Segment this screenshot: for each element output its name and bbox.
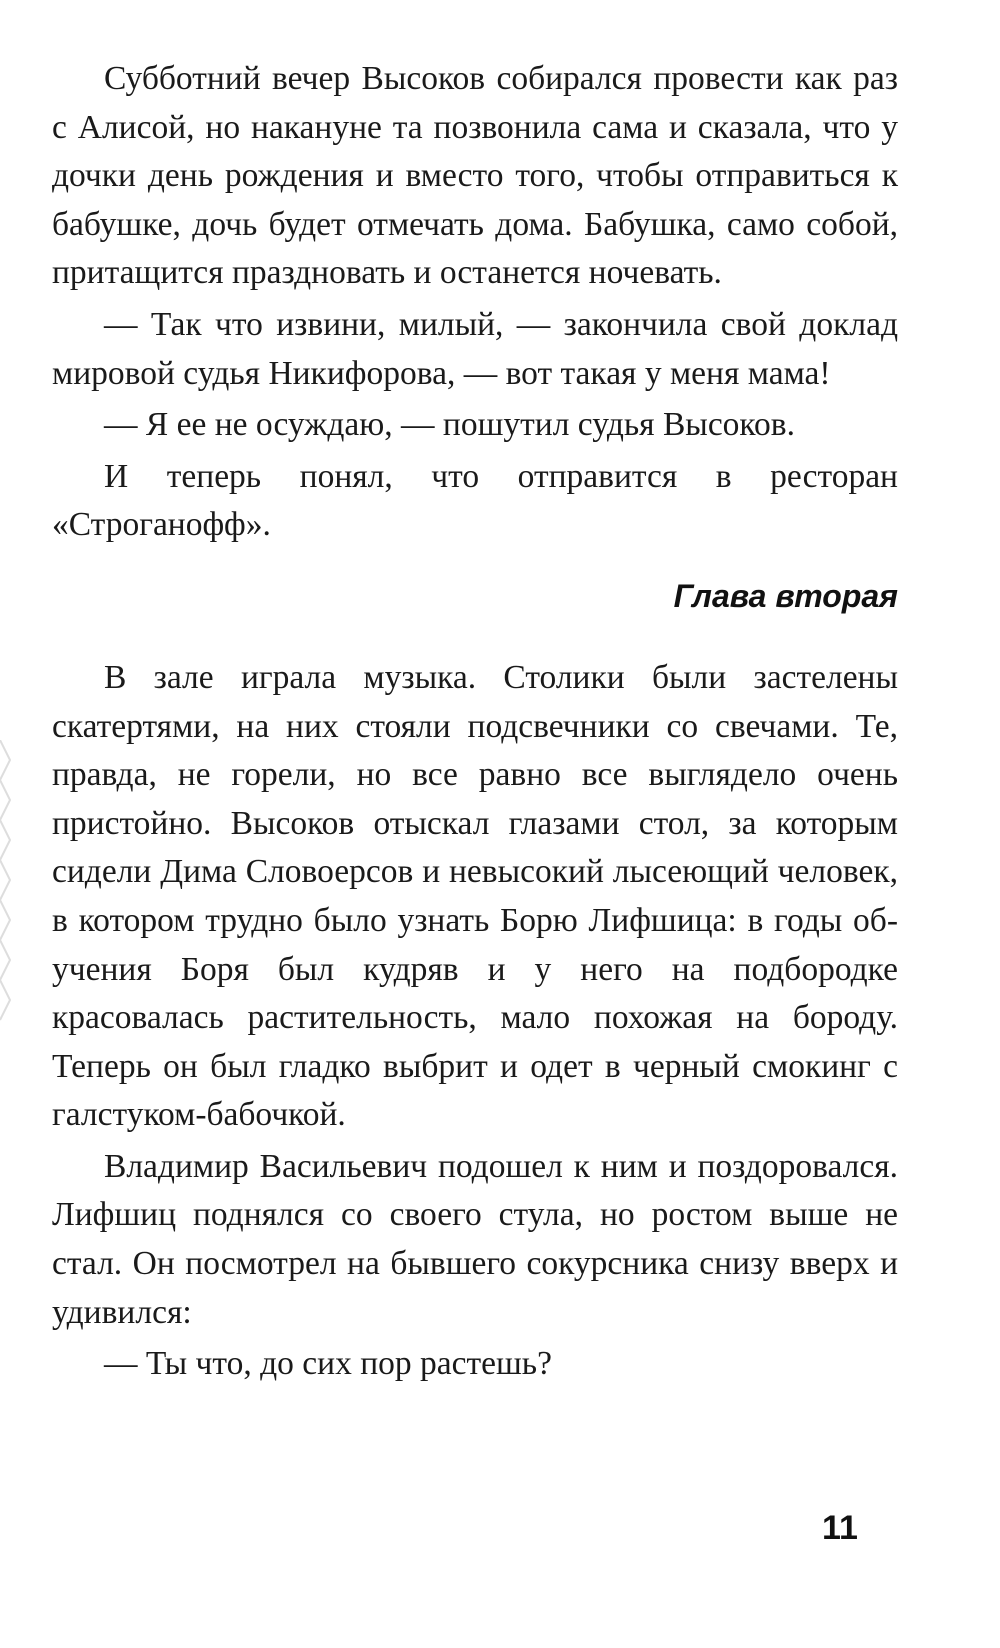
paragraph: — Так что извини, милый, — закончила свой доклад мировой судья Никифорова, — вот такая у меня мама! [52, 305, 898, 392]
page-edge-marks [0, 740, 14, 1040]
paragraph: — Я ее не осуждаю, — пошутил судья Высоков. [104, 406, 795, 444]
page-number: 11 [822, 1509, 858, 1547]
paragraph: — Ты что, до сих пор растешь? [104, 1345, 552, 1383]
paragraph: Владимир Васильевич подошел к ним и поздоровался. Лифшиц поднялся со своего стула, но ростом выше не стал. Он посмотрел на бывшего сокурсника снизу вверх и удивился: [52, 1147, 898, 1331]
book-page [52, 55, 898, 1389]
paragraph: Субботний вечер Высоков собирался провести как раз с Алисой, но накануне та позвонила сама и сказала, что у дочки день рождения и вместо того, чтобы отправиться к бабушке, дочь будет отмечать дома. Бабушка, само собой, притащится праздновать и останется ночевать. [52, 60, 898, 292]
paragraph: В зале играла музыка. Столики были застелены скатертями, на них стояли подсвечники со свечами. Те, правда, не горели, но все равно все выглядело очень пристойно. Высоков отыскал глазами стол, за которым сидели Дима Словоерсов и невысокий лысеющий человек, в котором трудно было узнать Борю Лифшица: в годы обучения Боря был кудряв и у него на подбородке красовалась растительность, мало похожая на бороду. Теперь он был гладко выбрит и одет в черный смокинг с галстуком-бабочкой. [52, 658, 898, 1134]
paragraph: И теперь понял, что отправится в ресторан «Строганофф». [52, 457, 898, 544]
chapter-title: Глава вторая [673, 577, 898, 614]
